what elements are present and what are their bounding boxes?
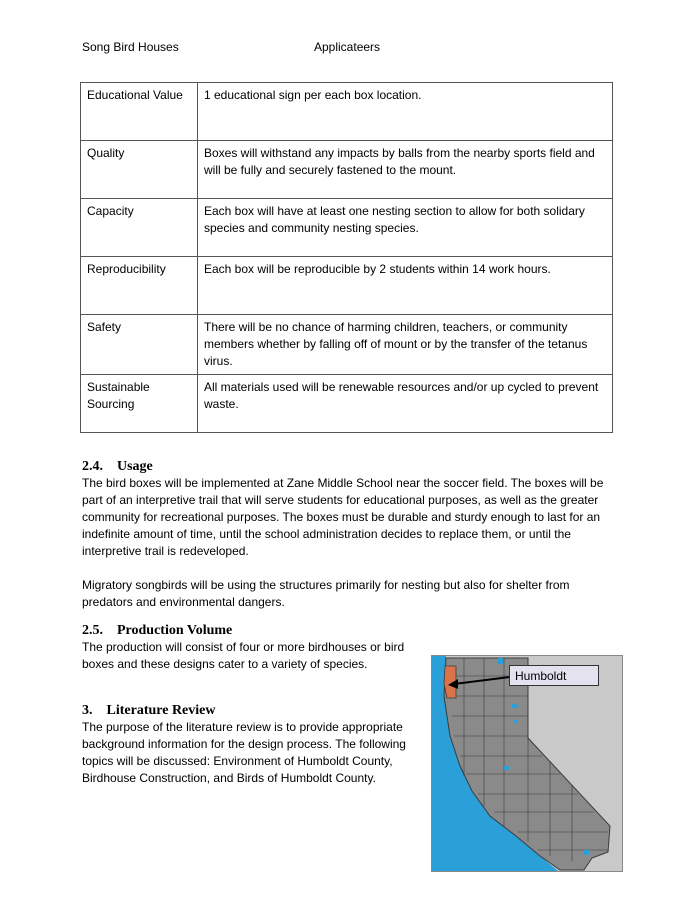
row-text: Each box will have at least one nesting section to allow for both solidary species and community nesting species. <box>198 199 613 257</box>
usage-heading: 2.4. Usage <box>82 459 153 474</box>
row-label: Quality <box>81 141 198 199</box>
usage-section <box>82 459 617 611</box>
california-map-graphic <box>432 656 622 871</box>
row-text: Boxes will withstand any impacts by balls from the nearby sports field and will be fully and securely fastened to the mount. <box>198 141 613 199</box>
literature-review-paragraph: The purpose of the literature review is to provide appropriate background information for the design process. The following topics will be discussed: Environment of Humboldt County, Birdhouse Construction, and Birds of Humboldt County. <box>82 720 406 785</box>
row-label: Safety <box>81 315 198 375</box>
table-row <box>81 141 613 199</box>
table-row <box>81 199 613 257</box>
table-row <box>81 83 613 141</box>
row-label: Sustainable Sourcing <box>81 375 198 433</box>
california-county-map <box>431 655 623 872</box>
row-label: Reproducibility <box>81 257 198 315</box>
row-label: Capacity <box>81 199 198 257</box>
literature-review-heading: 3. Literature Review <box>82 703 216 718</box>
row-text: 1 educational sign per each box location. <box>198 83 613 141</box>
table-row <box>81 257 613 315</box>
page-header <box>82 40 613 56</box>
row-text: All materials used will be renewable resources and/or up cycled to prevent waste. <box>198 375 613 433</box>
row-text: Each box will be reproducible by 2 students within 14 work hours. <box>198 257 613 315</box>
map-label-humboldt: Humboldt <box>509 665 599 686</box>
usage-paragraph-1: The bird boxes will be implemented at Zane Middle School near the soccer field. The boxes will be part of an interpretive trail that will serve students for educational purposes, as well as the greater community for recreational purposes. The boxes must be durable and sturdy enough to last for an indefinite amount of time, until the school administration decides to replace them, or until the interpretive trail is redeveloped. <box>82 476 604 558</box>
production-volume-heading: 2.5. Production Volume <box>82 623 233 638</box>
usage-paragraph-2: Migratory songbirds will be using the structures primarily for nesting but also for shelter from predators and environmental dangers. <box>82 578 570 609</box>
header-team-name: Applicateers <box>314 40 381 54</box>
row-label: Educational Value <box>81 83 198 141</box>
table-row <box>81 315 613 375</box>
specifications-table <box>80 82 613 433</box>
production-volume-paragraph: The production will consist of four or more birdhouses or bird boxes and these designs cater to a variety of species. <box>82 640 405 671</box>
row-text: There will be no chance of harming children, teachers, or community members whether by falling off of mount or by the transfer of the tetanus virus. <box>198 315 613 375</box>
production-volume-section <box>82 623 427 673</box>
table-row <box>81 375 613 433</box>
literature-review-section <box>82 703 427 787</box>
header-document-title: Song Bird Houses <box>82 40 179 54</box>
